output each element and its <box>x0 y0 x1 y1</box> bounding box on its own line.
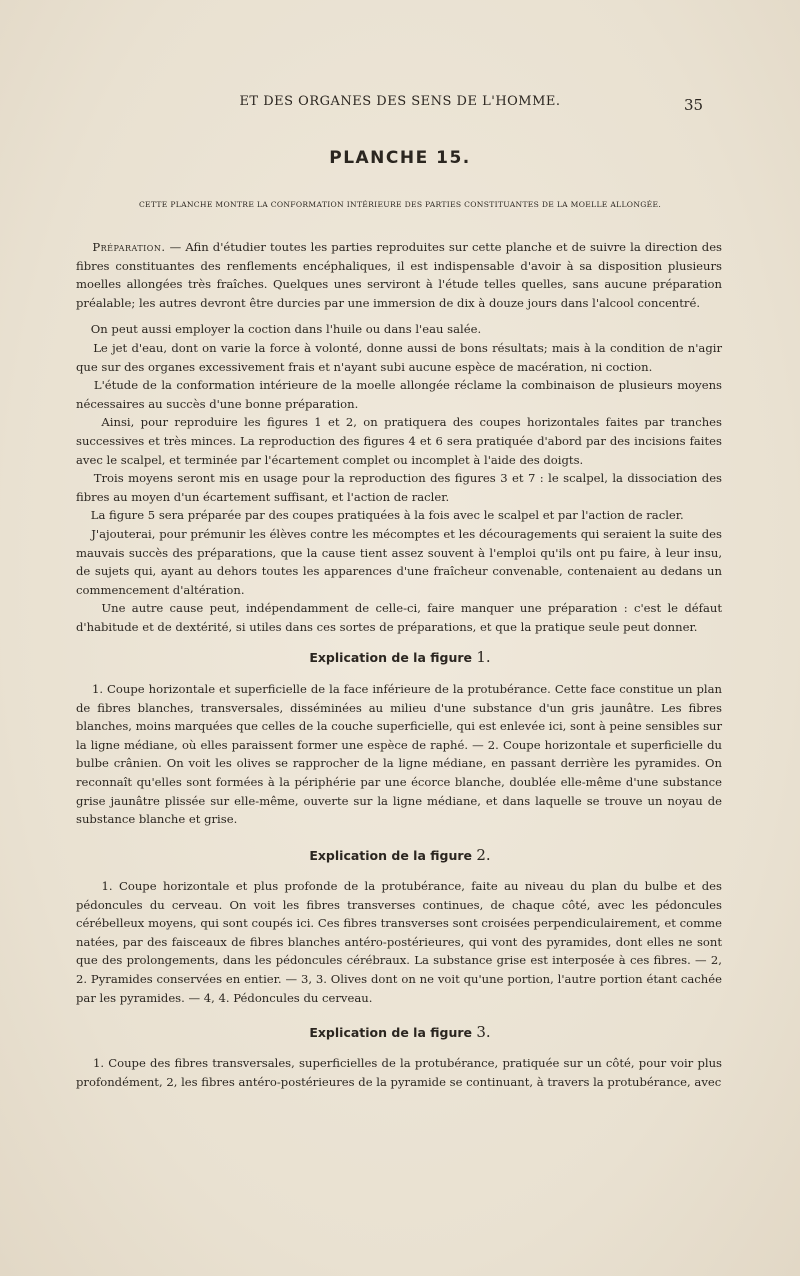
paragraph <box>76 320 722 339</box>
paragraph-text: Une autre cause peut, indépendamment de celle-ci, faire manquer une préparation : c'est le défaut d'habitude et de dextérité, si utiles dans ces sortes de préparations, et que la pratique seule peut donner. <box>76 601 722 634</box>
paragraph <box>76 376 722 413</box>
figure-heading-text: Explication de la figure <box>309 848 472 863</box>
preparation-label: Préparation. <box>92 240 166 254</box>
paragraph <box>76 413 722 469</box>
paragraph-text: 1. Coupe horizontale et superficielle de la face inférieure de la protubérance. Cette face constitue un plan de fibres blanches, transversales, disséminées au milieu d'une substance d'un gris jaunâtre. Les fibres blanches, moins marquées que celles de la couche superficielle, qui est enlevée ici, sont à peine sensibles sur la ligne médiane, où elles paraissent former une espèce de raphé. — 2. Coupe horizontale et superficielle du bulbe crânien. On voit les olives se rapprocher de la ligne médiane, en passant derrière les pyramides. On reconnaît qu'elles sont formées à la périphérie par une écorce blanche, doublée elle-même d'une substance grise jaunâtre plissée sur elle-même, ouverte sur la ligne médiane, et dans laquelle se trouve un noyau de substance blanche et grise. <box>76 682 722 827</box>
plate-subtitle: CETTE PLANCHE MONTRE LA CONFORMATION INTÉRIEURE DES PARTIES CONSTITUANTES DE LA MOELLE ALLONGÉE. <box>138 200 662 209</box>
figure-heading-text: Explication de la figure <box>309 1025 472 1040</box>
paragraph <box>76 525 722 599</box>
paragraph <box>76 599 722 636</box>
preparation-section <box>76 238 722 636</box>
paragraph-text: Le jet d'eau, dont on varie la force à volonté, donne aussi de bons résultats; mais à la condition de n'agir que sur des organes excessivement frais et n'ayant subi aucune espèce de macération, ni coction. <box>76 340 722 374</box>
paragraph <box>76 339 722 376</box>
paragraph <box>76 877 722 1007</box>
figure-1-heading <box>0 648 800 666</box>
running-head: ET DES ORGANES DES SENS DE L'HOMME. <box>239 94 561 109</box>
figure-number: 1. <box>476 648 491 666</box>
figure-2-explanation <box>76 877 722 1007</box>
paragraph-text: 1. Coupe horizontale et plus profonde de la protubérance, faite au niveau du plan du bulbe et des pédoncules du cerveau. On voit les fibres transverses continues, de chaque côté, avec les pédoncules cérébelleux moyens, qui sont coupés ici. Ces fibres transverses sont croisées perpendiculairement, et comme natées, par des faisceaux de fibres blanches antéro-postérieures, qui vont des pyramides, dont elles ne sont que des prolongements, dans les pédoncules cérébraux. La substance grise est interposée à ces fibres. — 2, 2. Pyramides conservées en entier. — 3, 3. Olives dont on ne voit qu'une portion, l'autre portion étant cachée par les pyramides. — 4, 4. Pédoncules du cerveau. <box>76 879 722 1005</box>
paragraph-text: — Afin d'étudier toutes les parties reproduites sur cette planche et de suivre la direction des fibres constituantes des renflements encéphaliques, il est indispensable d'avoir à sa disposition plusieurs moelles allongées très fraîches. Quelques unes serviront à l'étude telles quelles, sans aucune préparation préalable; les autres devront être durcies par une immersion de dix à douze jours dans l'alcool concentré. <box>76 240 722 310</box>
figure-1-explanation <box>76 680 722 829</box>
figure-3-heading <box>0 1023 800 1041</box>
paragraph-text: 1. Coupe des fibres transversales, superficielles de la protubérance, pratiquée sur un côté, pour voir plus profondément, 2, les fibres antéro-postérieures de la pyramide se continuant, à travers la protubérance, avec <box>76 1056 722 1089</box>
paragraph-text: On peut aussi employer la coction dans l'huile ou dans l'eau salée. <box>90 322 482 337</box>
figure-3-explanation <box>76 1054 722 1091</box>
paragraph-text: La figure 5 sera préparée par des coupes pratiquées à la fois avec le scalpel et par l'action de racler. <box>90 508 684 523</box>
figure-number: 2. <box>476 846 491 864</box>
paragraph <box>76 680 722 829</box>
figure-heading-text: Explication de la figure <box>309 650 472 665</box>
paragraph <box>76 1054 722 1091</box>
figure-2-heading <box>0 846 800 864</box>
paragraph <box>76 469 722 506</box>
paragraph-text: Ainsi, pour reproduire les figures 1 et 2, on pratiquera des coupes horizontales faites par tranches successives et très minces. La reproduction des figures 4 et 6 sera pratiquée d'abord par des incisions faites avec le scalpel, et terminée par l'écartement complet ou incomplet à l'aide des doigts. <box>76 415 722 467</box>
paragraph-text: L'étude de la conformation intérieure de la moelle allongée réclame la combinaison de plusieurs moyens nécessaires au succès d'une bonne préparation. <box>76 378 722 411</box>
page-number: 35 <box>684 96 704 114</box>
figure-number: 3. <box>476 1023 491 1041</box>
plate-title: PLANCHE 15. <box>329 148 471 168</box>
paragraph <box>76 506 722 525</box>
paragraph-text: J'ajouterai, pour prémunir les élèves contre les mécomptes et les découragements qui seraient la suite des mauvais succès des préparations, que la cause tient assez souvent à l'emploi qu'ils ont pu faire, à leur insu, de sujets qui, ayant au dehors toutes les apparences d'une fraîcheur convenable, contenaient au dedans un commencement d'altération. <box>76 526 722 597</box>
paragraph <box>76 238 722 312</box>
paragraph-text: Trois moyens seront mis en usage pour la reproduction des figures 3 et 7 : le scalpel, la dissociation des fibres au moyen d'un écartement suffisant, et l'action de racler. <box>76 471 723 504</box>
